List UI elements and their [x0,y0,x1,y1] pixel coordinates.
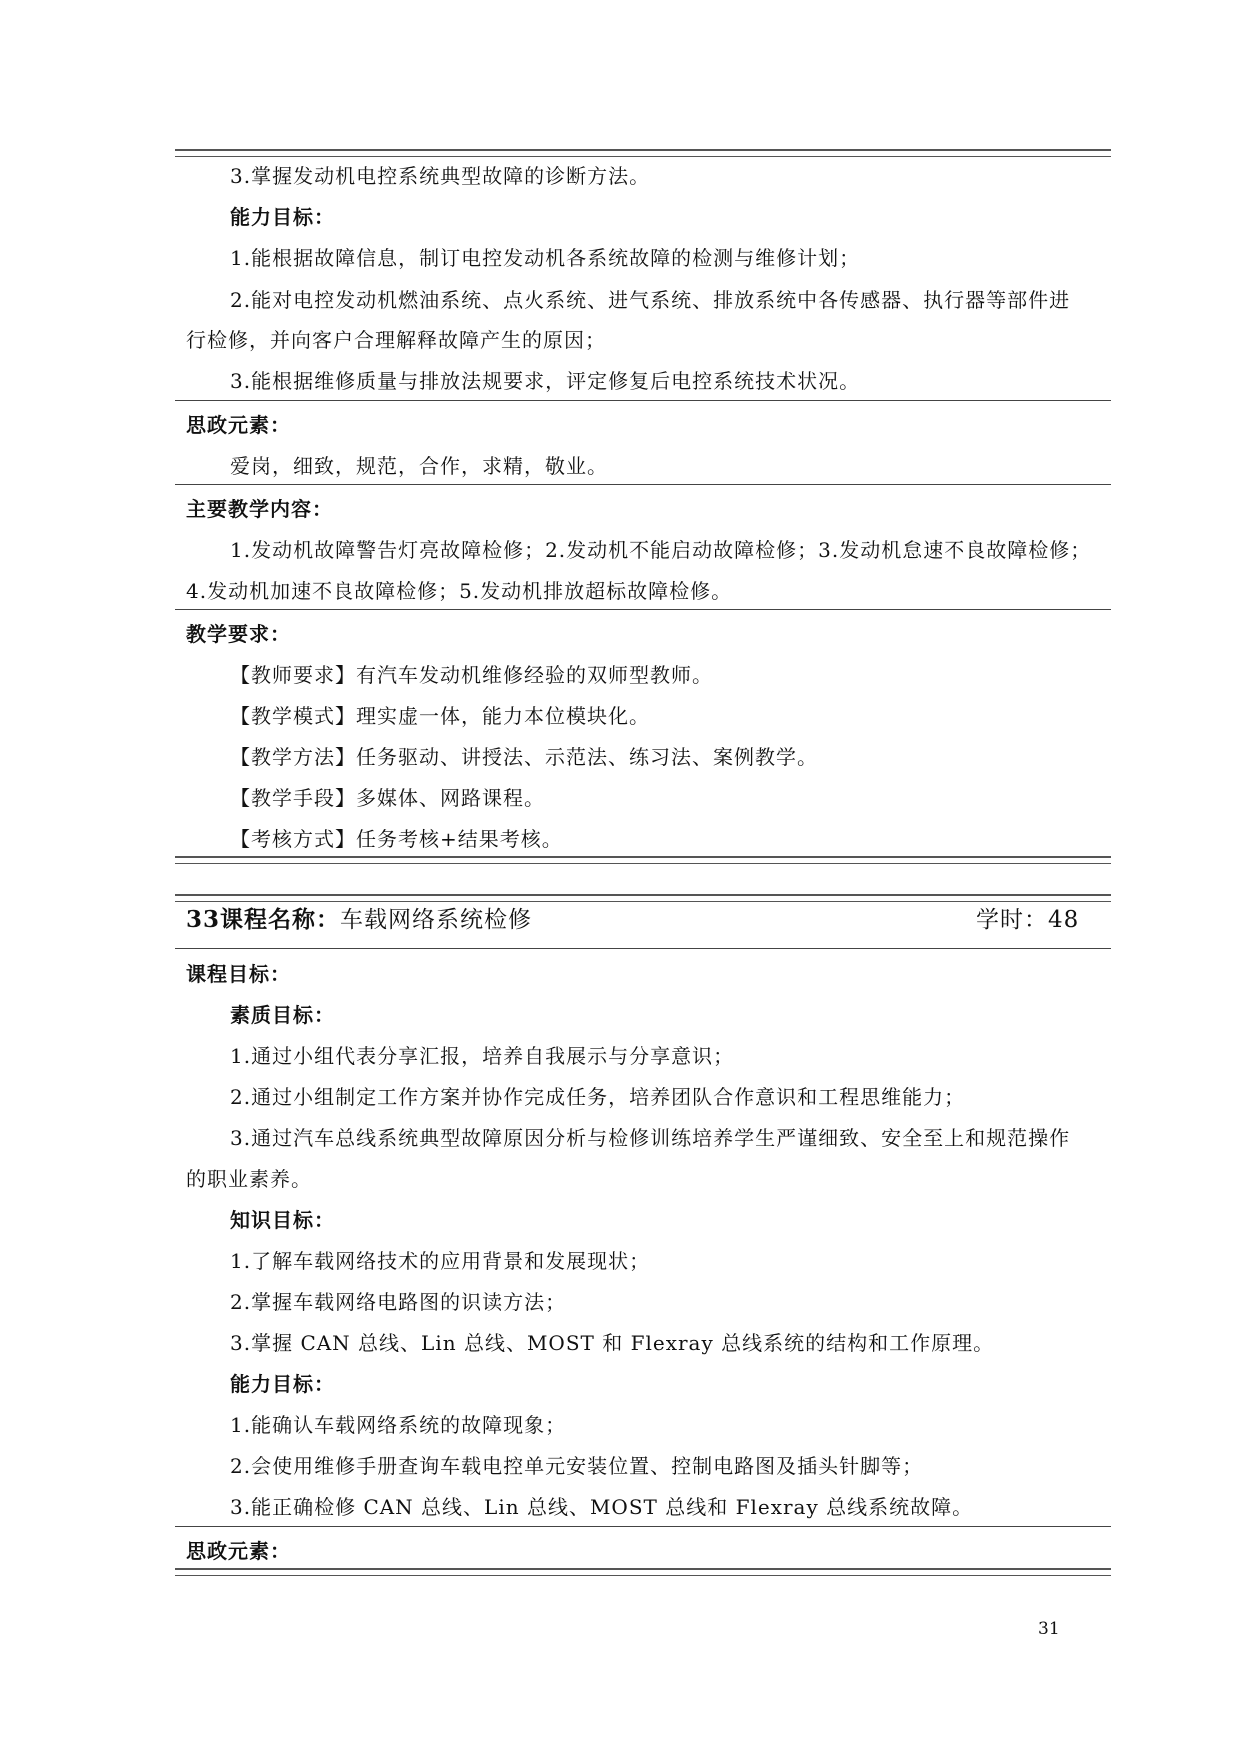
row-divider [175,948,1111,949]
teaching-req-heading: 教学要求： [186,622,291,646]
course33-title [186,905,532,935]
ability-item-2-line1: 2.能对电控发动机燃油系统、点火系统、进气系统、排放系统中各传感器、执行器等部件进 [230,288,1071,312]
ability-item-2: 2.会使用维修手册查询车载电控单元安装位置、控制电路图及插头针脚等； [230,1454,924,1478]
ideology-heading: 思政元素： [186,1539,291,1563]
knowledge-item-3: 3.掌握发动机电控系统典型故障的诊断方法。 [230,164,651,188]
quality-item-3-line1: 3.通过汽车总线系统典型故障原因分析与检修训练培养学生严谨细致、安全至上和规范操作 [230,1126,1071,1150]
quality-item-1: 1.通过小组代表分享汇报，培养自我展示与分享意识； [230,1044,735,1068]
course-name-label: 33课程名称： [186,906,341,933]
course-name-value: 车载网络系统检修 [340,907,533,933]
quality-item-2: 2.通过小组制定工作方案并协作完成任务，培养团队合作意识和工程思维能力； [230,1085,966,1109]
course-hours: 学时：48 [976,907,1080,933]
ability-heading: 能力目标： [230,1372,335,1396]
content-heading: 主要教学内容： [186,497,333,521]
ideology-text: 爱岗，细致，规范，合作，求精，敬业。 [230,454,608,478]
req-assess: 【考核方式】任务考核+结果考核。 [230,827,563,851]
quality-heading: 素质目标： [230,1003,335,1027]
ability-item-3: 3.能正确检修 CAN 总线、Lin 总线、MOST 总线和 Flexray 总线系统故障。 [230,1495,974,1519]
ability-item-3: 3.能根据维修质量与排放法规要求，评定修复后电控系统技术状况。 [230,369,861,393]
knowledge-item-3: 3.掌握 CAN 总线、Lin 总线、MOST 和 Flexray 总线系统的结构和工作原理。 [230,1331,995,1355]
course33-bottom-border [175,1568,1111,1576]
content-line-2: 4.发动机加速不良故障检修；5.发动机排放超标故障检修。 [186,579,733,603]
course33-top-border [175,894,1111,902]
page-number: 31 [1038,1619,1060,1639]
req-means: 【教学手段】多媒体、网路课程。 [230,786,545,810]
row-divider [175,1526,1111,1527]
req-teacher: 【教师要求】有汽车发动机维修经验的双师型教师。 [230,663,713,687]
ability-item-2-line2: 行检修，并向客户合理解释故障产生的原因； [186,328,606,352]
content-line-1: 1.发动机故障警告灯亮故障检修；2.发动机不能启动故障检修；3.发动机怠速不良故障检修； [230,538,1092,562]
ability-item-1: 1.能根据故障信息，制订电控发动机各系统故障的检测与维修计划； [230,246,861,270]
req-mode: 【教学模式】理实虚一体，能力本位模块化。 [230,704,650,728]
ability-heading: 能力目标： [230,205,335,229]
row-divider [175,484,1111,485]
row-divider [175,609,1111,610]
knowledge-item-1: 1.了解车载网络技术的应用背景和发展现状； [230,1249,651,1273]
ability-item-1: 1.能确认车载网络系统的故障现象； [230,1413,567,1437]
course-goal-heading: 课程目标： [186,962,291,986]
req-method: 【教学方法】任务驱动、讲授法、示范法、练习法、案例教学。 [230,745,818,769]
table-top-border [175,149,1111,157]
knowledge-heading: 知识目标： [230,1208,335,1232]
table-bottom-border [175,856,1111,864]
quality-item-3-line2: 的职业素养。 [186,1167,312,1191]
knowledge-item-2: 2.掌握车载网络电路图的识读方法； [230,1290,567,1314]
ideology-heading: 思政元素： [186,413,291,437]
row-divider [175,400,1111,401]
